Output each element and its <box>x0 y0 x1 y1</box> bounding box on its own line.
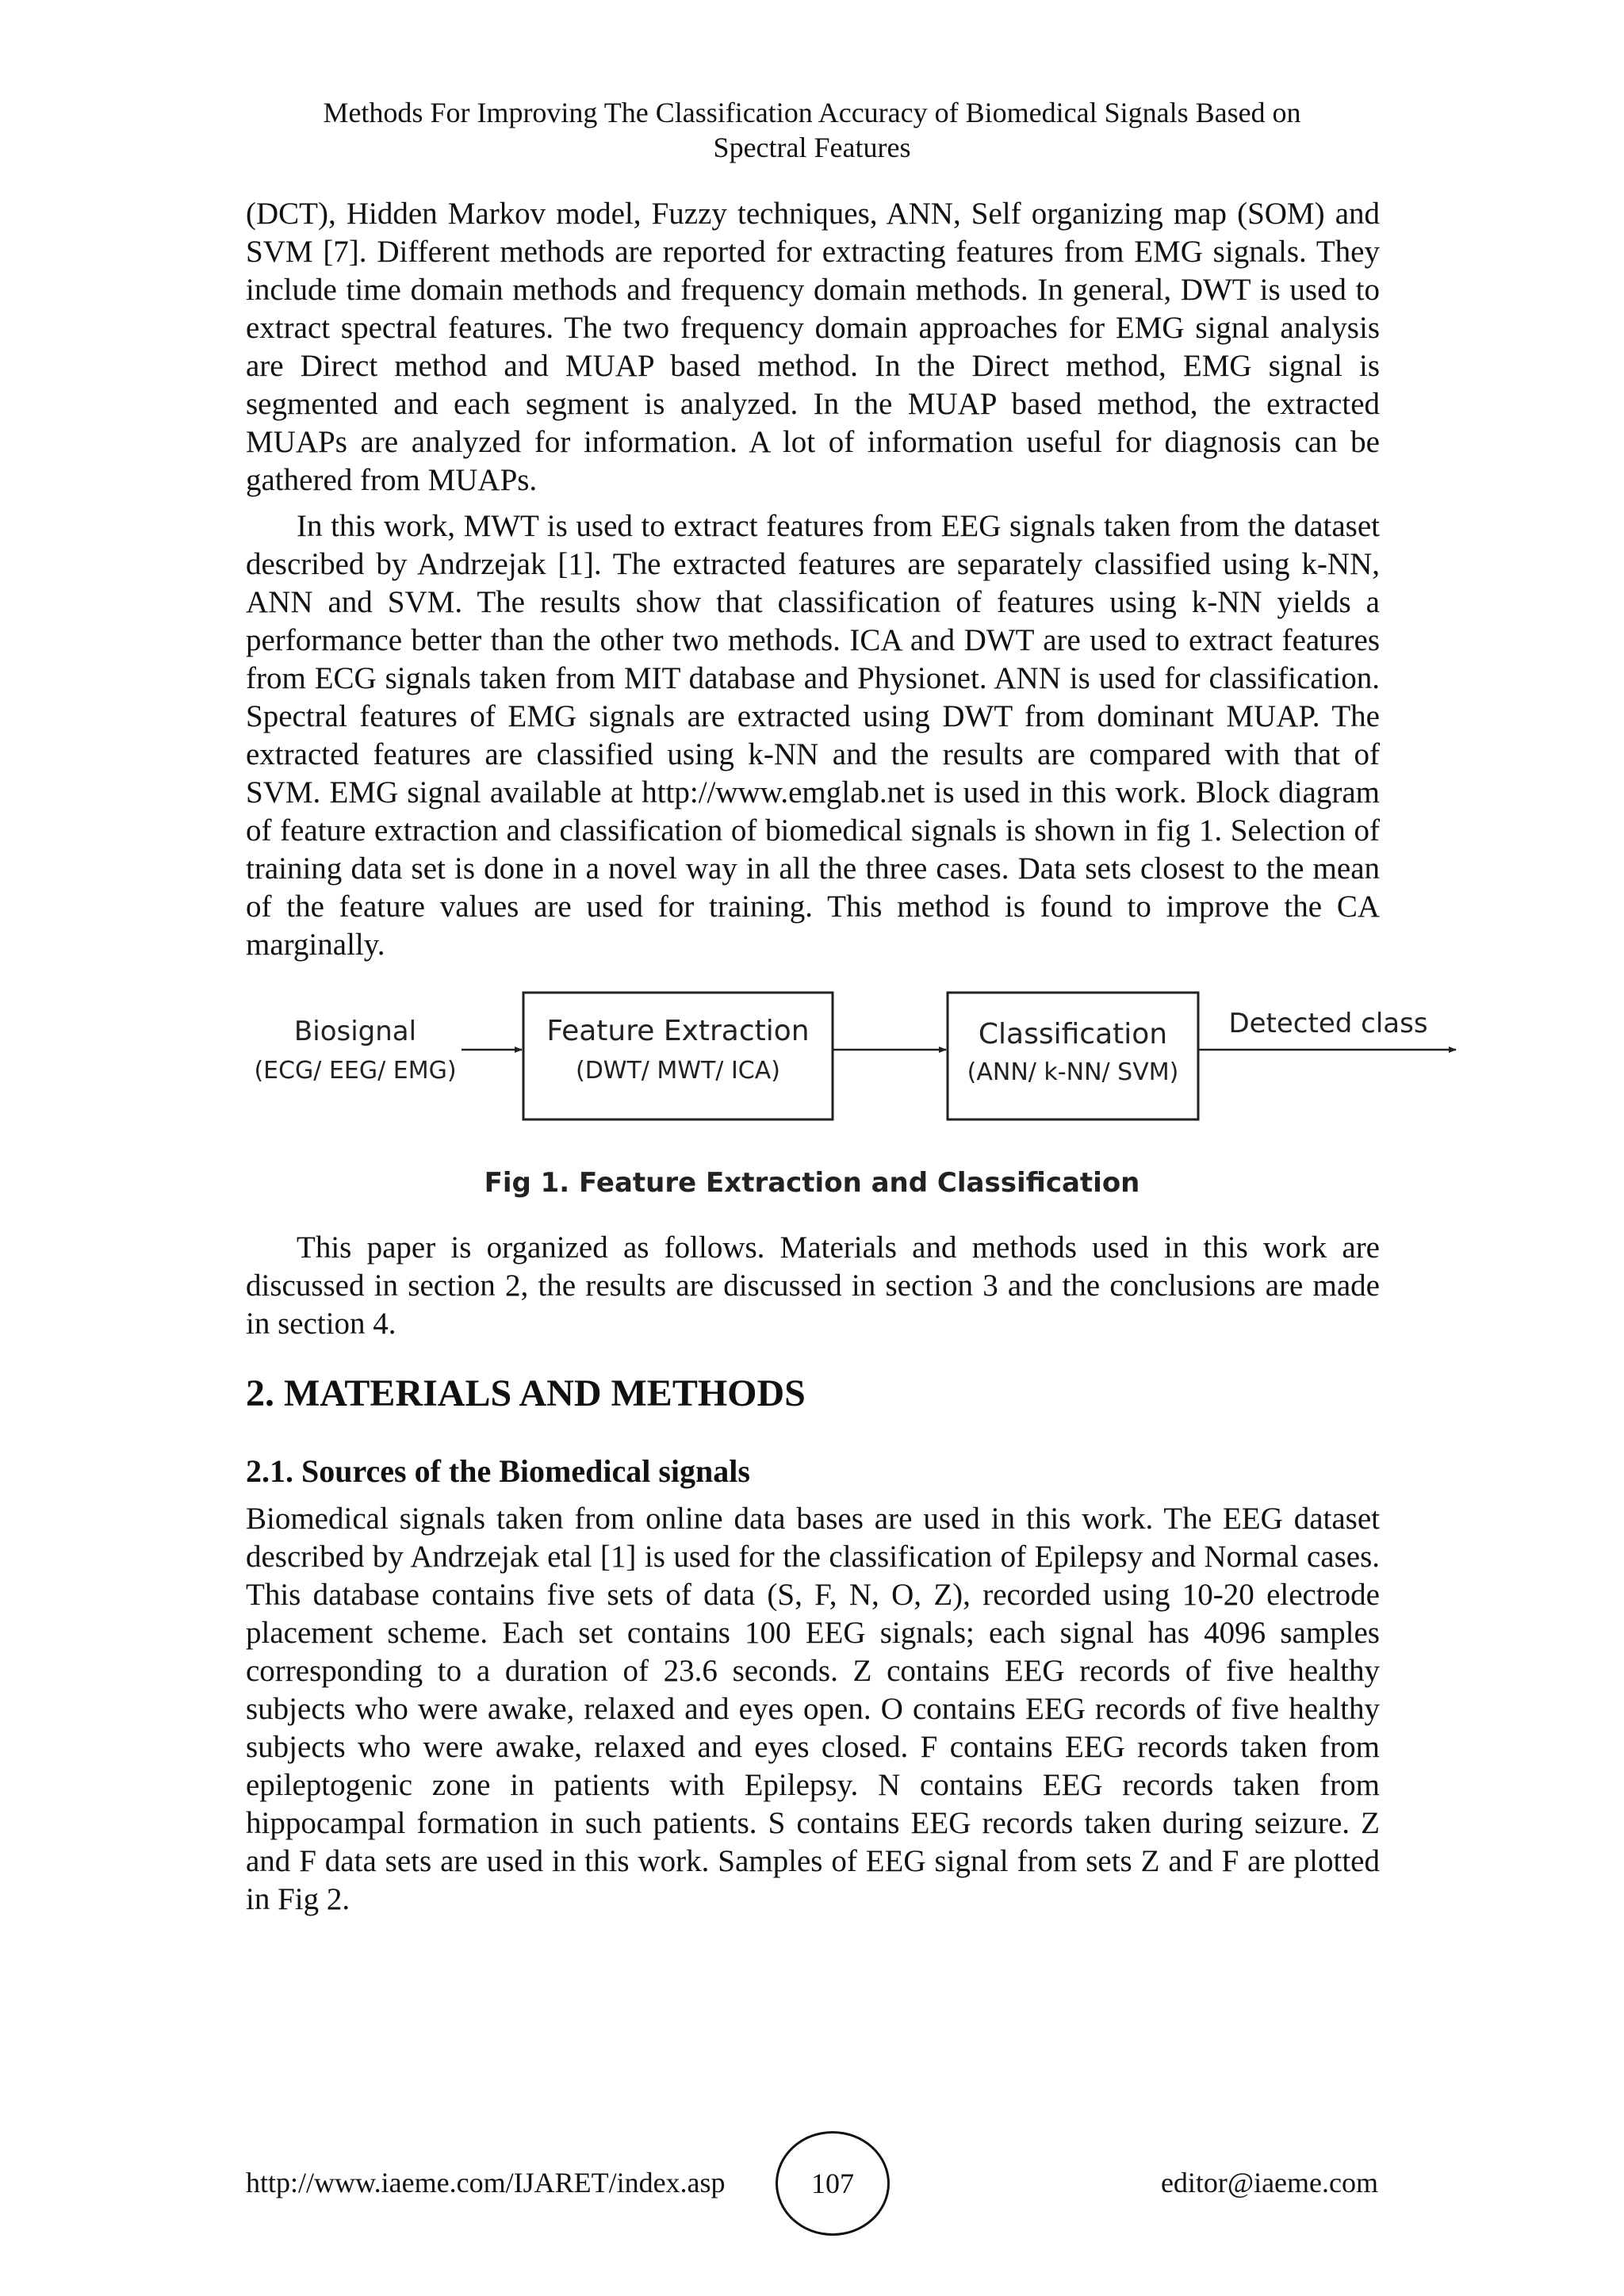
figure-1-caption: Fig 1. Feature Extraction and Classification <box>484 1167 1140 1199</box>
running-head-line-1: Methods For Improving The Classification Accuracy of Biomedical Signals Based on <box>323 97 1301 128</box>
sources-text-block <box>246 1500 1380 1919</box>
classification-sub: (ANN/ k-NN/ SVM) <box>967 1058 1179 1086</box>
paragraph-4: Biomedical signals taken from online data bases are used in this work. The EEG dataset described by Andrzejak etal [1] is used for the classification of Epilepsy and Normal cases. This database contains five sets of data (S, F, N, O, Z), recorded using 10-20 electrode placement scheme. Each set contains 100 EEG signals; each signal has 4096 samples corresponding to a duration of 23.6 seconds. Z contains EEG records of five healthy subjects who were awake, relaxed and eyes open. O contains EEG records of five healthy subjects who were awake, relaxed and eyes closed. F contains EEG records taken from epileptogenic zone in patients with Epilepsy. N contains EEG records taken from hippocampal formation in such patients. S contains EEG records taken during seizure. Z and F data sets are used in this work. Samples of EEG signal from sets Z and F are plotted in Fig 2. <box>246 1502 1380 1916</box>
feature-extraction-sub: (DWT/ MWT/ ICA) <box>576 1057 780 1085</box>
organization-text-block <box>246 1229 1380 1343</box>
feature-extraction-box <box>523 993 833 1119</box>
paragraph-1: (DCT), Hidden Markov model, Fuzzy techniques, ANN, Self organizing map (SOM) and SVM [7]. Different methods are reported for extracting features from EMG signals. They include time domain methods and frequency domain methods. In general, DWT is used to extract spectral features. The two frequency domain approaches for EMG signal analysis are Direct method and MUAP based method. In the Direct method, EMG signal is segmented and each segment is analyzed. In the MUAP based method, the extracted MUAPs are analyzed for information. A lot of information useful for diagnosis can be gathered from MUAPs. <box>246 197 1380 497</box>
classification-box <box>948 993 1198 1119</box>
page-number: 107 <box>776 2131 890 2236</box>
footer-url: http://www.iaeme.com/IJARET/index.asp <box>246 2167 726 2198</box>
intro-text-block <box>246 195 1380 964</box>
section-heading: 2. MATERIALS AND METHODS <box>246 1372 806 1414</box>
paragraph-3: This paper is organized as follows. Materials and methods used in this work are discussed in section 2, the results are discussed in section 3 and the conclusions are made in section 4. <box>246 1230 1380 1341</box>
paragraph-2: In this work, MWT is used to extract features from EEG signals taken from the dataset described by Andrzejak [1]. The extracted features are separately classified using k-NN, ANN and SVM. The results show that classification of features using k-NN yields a performance better than the other two methods. ICA and DWT are used to extract features from ECG signals taken from MIT database and Physionet. ANN is used for classification. Spectral features of EMG signals are extracted using DWT from dominant MUAP. The extracted features are classified using k-NN and the results are compared with that of SVM. EMG signal available at http://www.emglab.net is used in this work. Block diagram of feature extraction and classification of biomedical signals is shown in fig 1. Selection of training data set is done in a novel way in all the three cases. Data sets closest to the mean of the feature values are used for training. This method is found to improve the CA marginally. <box>246 509 1380 962</box>
feature-extraction-title: Feature Extraction <box>546 1015 810 1047</box>
subsection-heading: 2.1. Sources of the Biomedical signals <box>246 1453 750 1489</box>
input-sub-label: (ECG/ EEG/ EMG) <box>254 1057 457 1085</box>
footer-email: editor@iaeme.com <box>1160 2167 1378 2198</box>
running-head-line-2: Spectral Features <box>713 132 911 163</box>
input-label: Biosignal <box>293 1016 417 1047</box>
running-head <box>238 95 1386 165</box>
output-label: Detected class <box>1228 1008 1428 1039</box>
classification-title: Classification <box>978 1018 1168 1050</box>
